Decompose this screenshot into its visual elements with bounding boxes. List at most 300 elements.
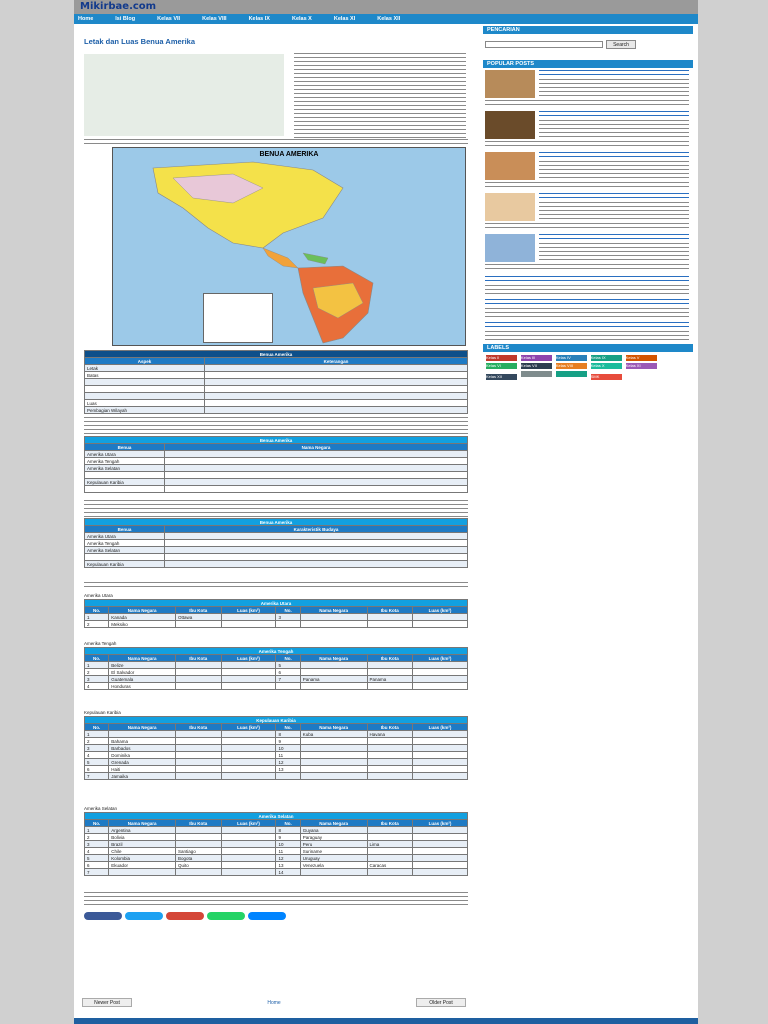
table-cell: 2 [85,621,109,628]
table-header: Karakteristik Budaya [165,526,468,533]
table-label: Kepulauan Karibia [84,710,121,715]
table-header: Luas (km²) [413,820,468,827]
table-header: Luas (km²) [221,607,276,614]
newer-post-button[interactable]: Newer Post [82,998,132,1007]
table-row [85,683,468,690]
table-header: Luas (km²) [413,607,468,614]
table-cell: 4 [85,752,109,759]
popular-post-item[interactable] [483,297,693,319]
site-footer [74,1018,698,1024]
table-row [85,745,468,752]
america-map [112,147,466,346]
table-cell: 8 [276,731,300,738]
table-row [85,479,468,486]
table-cell [300,621,367,628]
post-meta [84,46,324,51]
table-header: Nama Negara [300,607,367,614]
table-cell: Kanada [109,614,176,621]
table-label: Amerika Tengah [84,641,117,646]
table-cell: Luas [85,400,205,407]
table-cell: El Salvador [109,669,176,676]
table-header: No. [276,820,300,827]
post-title-link[interactable] [539,110,689,118]
table-cell: Jamaika [109,773,176,780]
post-thumbnail[interactable] [485,70,535,98]
table-row [85,614,468,621]
table-cell: 11 [276,848,300,855]
post-comment-heading [84,953,204,959]
table-cell [165,486,468,493]
post-snippet [485,181,689,187]
table-header: Ibu Kota [367,655,413,662]
label-kelas-vii[interactable]: Kelas VII [521,363,552,369]
table-cell [413,848,468,855]
share-facebook-button[interactable] [84,912,122,920]
table-cell: Ottawa [176,614,222,621]
table-cell [367,669,413,676]
table-cell: Venezuela [300,862,367,869]
table-cell: Pembagian Wilayah [85,407,205,414]
table-cell: 12 [276,855,300,862]
table-header: Ibu Kota [367,724,413,731]
table-header: Ibu Kota [176,607,222,614]
table-cell: Peru [300,841,367,848]
table-cell: 13 [276,766,300,773]
post-title-link[interactable] [485,298,689,306]
table-header: Nama Negara [300,820,367,827]
table-cell [176,683,222,690]
comment-note [84,963,244,968]
table-cell [367,683,413,690]
map-drawing [113,148,466,346]
table-cell [85,393,205,400]
table-header: Benua [85,444,165,451]
post-snippet [539,201,689,221]
nav-isi-blog[interactable]: Isi Blog [115,16,136,22]
post-labels[interactable] [84,926,204,932]
table-cell [367,621,413,628]
share-whatsapp-button[interactable] [207,912,245,920]
table-cell: 7 [276,676,300,683]
table-header: Aspek [85,358,205,365]
search-button[interactable]: Search [606,40,636,49]
table-cell: Kepulauan Karibia [85,561,165,568]
table-cell: Santiago [176,848,222,855]
sidebar [483,26,693,383]
table-header: Nama Negara [165,444,468,451]
table-cell [205,372,468,379]
table-row [85,465,468,472]
nav-kelas-viii[interactable]: Kelas VIII [202,16,227,22]
table-cell [413,745,468,752]
table-cell: 3 [85,841,109,848]
table-cell [165,533,468,540]
table-cell: 5 [85,759,109,766]
table-cell [176,827,222,834]
table-header: No. [276,655,300,662]
table-cell [221,759,276,766]
table-row [85,372,468,379]
table-header: Ibu Kota [176,655,222,662]
table-cell [367,766,413,773]
home-link[interactable]: Home [267,999,281,1006]
table-cell [221,731,276,738]
table-negara [84,436,468,493]
post-snippet [539,160,689,180]
table-kepulauan-karibia [84,716,468,780]
table-cell [367,752,413,759]
nav-kelas-vii[interactable]: Kelas VII [157,16,181,22]
table-cell [413,841,468,848]
table-cell [367,834,413,841]
table-cell: Dominika [109,752,176,759]
post-snippet [485,330,689,340]
table-cell [221,676,276,683]
table-cell [221,848,276,855]
site-header [74,0,698,14]
label-kelas-v[interactable]: Kelas V [626,355,657,361]
table-cell [221,773,276,780]
post-pager [78,998,468,1008]
label-tag[interactable] [521,371,552,377]
table-cell [300,766,367,773]
table-cell [205,400,468,407]
table-cell: Quito [176,862,222,869]
table-cell [176,752,222,759]
post-thumbnail[interactable] [485,193,535,221]
table-cell [367,745,413,752]
table-cell [413,834,468,841]
label-kelas-vi[interactable]: Kelas VI [486,363,517,369]
table-cell [165,451,468,458]
search-input[interactable] [485,41,603,48]
table-cell [205,407,468,414]
label-kelas-viii[interactable]: Kelas VIII [556,363,587,369]
table-cell [165,479,468,486]
table-cell [221,752,276,759]
table-cell: Panama [367,676,413,683]
table-cell [176,662,222,669]
table-cell: Letak [85,365,205,372]
table-cell: Ekuador [109,862,176,869]
table-header: No. [276,607,300,614]
table-cell [205,386,468,393]
intro-paragraph [84,138,468,146]
post-snippet [539,119,689,139]
label-kelas-ii[interactable]: Kelas II [486,355,517,361]
share-twitter-button[interactable] [125,912,163,920]
popular-post-item[interactable] [483,191,693,231]
table-header: Nama Negara [109,724,176,731]
table-header: Benua [85,526,165,533]
table-cell [165,465,468,472]
table-cell [413,766,468,773]
table-row [85,561,468,568]
table-cell [165,472,468,479]
table-header: Nama Negara [109,607,176,614]
table-cell: Barbados [109,745,176,752]
table-cell: 9 [276,738,300,745]
table-cell: Honduras [109,683,176,690]
table-cell [300,759,367,766]
table-row [85,731,468,738]
table-cell [176,773,222,780]
table-row [85,621,468,628]
table-cell [176,745,222,752]
table-row [85,752,468,759]
post-snippet [485,284,689,294]
table-row [85,365,468,372]
country-intro-paragraph [84,581,468,590]
table-cell [221,683,276,690]
popular-post-item[interactable] [483,232,693,272]
table-label: Amerika Selatan [84,806,118,811]
older-post-button[interactable]: Older Post [416,998,466,1007]
table-row [85,386,468,393]
table-cell [165,554,468,561]
post-snippet [485,140,689,146]
label-smk[interactable]: SMK [591,374,622,380]
table-cell [85,386,205,393]
post-snippet [485,222,689,228]
table-cell: 7 [85,869,109,876]
table-cell [176,676,222,683]
table-cell: Suriname [300,848,367,855]
table-cell: Bolivia [109,834,176,841]
nav-kelas-x[interactable]: Kelas X [291,16,312,22]
table-caption: Benua Amerika [85,519,468,526]
table-cell [367,827,413,834]
table-cell: Batas [85,372,205,379]
table-header: No. [276,724,300,731]
table-cell [413,827,468,834]
table-cell: Grenada [109,759,176,766]
table-cell: Paraguay [300,834,367,841]
table-cell [413,614,468,621]
table-cell: 2 [85,834,109,841]
intro-image [84,54,284,136]
table-cell: Amerika Tengah [85,458,165,465]
table-row [85,540,468,547]
table-header: Nama Negara [109,820,176,827]
table-cell [221,745,276,752]
table-cell [221,841,276,848]
post-title-link[interactable] [539,151,689,159]
table-cell: 13 [276,862,300,869]
search-widget [483,38,693,54]
table-cell: 3 [85,745,109,752]
table-cell [300,683,367,690]
table-cell: 3 [276,614,300,621]
table-header: No. [85,607,109,614]
table-cell [221,621,276,628]
table-cell [300,773,367,780]
label-kelas-iii[interactable]: Kelas III [521,355,552,361]
table-cell [300,614,367,621]
label-kelas-iv[interactable]: Kelas IV [556,355,587,361]
table-row [85,855,468,862]
culture-paragraph [84,499,468,517]
nav-kelas-ix[interactable]: Kelas IX [248,16,270,22]
table-amerika-tengah [84,647,468,690]
table-cell [413,621,468,628]
table-cell: Amerika Selatan [85,465,165,472]
table-cell [300,752,367,759]
table-cell: 1 [85,827,109,834]
table-cell [367,848,413,855]
table-cell [367,738,413,745]
label-kelas-xii[interactable]: Kelas XII [486,374,517,380]
table-caption: Amerika Selatan [85,813,468,820]
nav-kelas-xii[interactable]: Kelas XII [377,16,401,22]
table-row [85,472,468,479]
post-title-link[interactable] [485,275,689,283]
table-cell: Belize [109,662,176,669]
table-header: Ibu Kota [367,607,413,614]
table-cell: 6 [85,862,109,869]
table-cell [221,766,276,773]
table-cell [367,614,413,621]
table-cell: Amerika Utara [85,451,165,458]
table-row [85,393,468,400]
table-cell: Lima [367,841,413,848]
table-cell: 6 [276,669,300,676]
table-row [85,766,468,773]
table-cell: 10 [276,841,300,848]
share-buttons [84,912,289,920]
table-cell: 1 [85,731,109,738]
table-cell [367,759,413,766]
post-thumbnail[interactable] [485,234,535,262]
table-row [85,662,468,669]
table-row [85,400,468,407]
map-title: BENUA AMERIKA [259,151,319,158]
table-cell [176,669,222,676]
table-cell [221,669,276,676]
table-cell: 11 [276,752,300,759]
table-cell [85,379,205,386]
popular-post-item[interactable] [483,320,693,342]
table-cell [221,662,276,669]
popular-post-item[interactable] [483,150,693,190]
table-cell [176,834,222,841]
table-cell: Chile [109,848,176,855]
table-cell: 5 [276,662,300,669]
table-cell: Guyana [300,827,367,834]
table-cell [85,554,165,561]
table-benua-amerika [84,350,468,414]
popular-post-item[interactable] [483,68,693,108]
table-cell: 5 [85,855,109,862]
nav-home[interactable]: Home [78,16,94,22]
label-kelas-x[interactable]: Kelas X [591,363,622,369]
table-amerika-utara [84,599,468,628]
table-cell: Amerika Tengah [85,540,165,547]
table-cell [176,759,222,766]
label-kelas-xi[interactable]: Kelas XI [626,363,657,369]
table-cell: 10 [276,745,300,752]
table-cell [85,472,165,479]
table-cell: Havana [367,731,413,738]
table-cell [413,731,468,738]
table-row [85,458,468,465]
label-kelas-ix[interactable]: Kelas IX [591,355,622,361]
table-cell [367,855,413,862]
table-cell [367,773,413,780]
breadcrumb[interactable] [84,31,284,36]
post-thumbnail[interactable] [485,111,535,139]
table-header: Luas (km²) [413,655,468,662]
label-tag[interactable] [556,371,587,377]
table-cell: 1 [85,662,109,669]
table-cell [221,827,276,834]
share-messenger-button[interactable] [248,912,286,920]
table-header: Nama Negara [300,655,367,662]
table-cell: Panama [300,676,367,683]
share-email-button[interactable] [166,912,204,920]
table-cell: Bahama [109,738,176,745]
post-title-link[interactable] [539,233,689,241]
nav-kelas-xi[interactable]: Kelas XI [333,16,356,22]
post-title-link[interactable] [485,321,689,329]
table-cell: Bogota [176,855,222,862]
table-cell [413,752,468,759]
map-legend [203,293,273,343]
table-row [85,676,468,683]
table-cell [165,458,468,465]
intro-text-block [294,52,466,150]
table-budaya [84,518,468,568]
table-cell [276,683,300,690]
post-title-link[interactable] [539,192,689,200]
popular-posts-text-only [483,274,693,344]
table-cell: 4 [85,848,109,855]
table-header: Keterangan [205,358,468,365]
table-cell: 8 [276,827,300,834]
site-logo[interactable]: Mikirbae.com [80,1,157,12]
table-row [85,379,468,386]
post-title[interactable]: Letak dan Luas Benua Amerika [84,37,196,46]
table-cell: 14 [276,869,300,876]
post-title-link[interactable] [539,69,689,77]
table-caption: Amerika Tengah [85,648,468,655]
table-header: No. [85,655,109,662]
table-cell [413,862,468,869]
table-cell [176,731,222,738]
table-cell [413,759,468,766]
table-cell: Uruguay [300,855,367,862]
table-header: Luas (km²) [221,724,276,731]
table-cell [176,621,222,628]
table-cell [276,773,300,780]
main-nav [74,14,698,24]
table-row [85,486,468,493]
table-caption: Benua Amerika [85,437,468,444]
table-cell [413,683,468,690]
popular-post-item[interactable] [483,274,693,296]
table-label: Amerika Utara [84,593,113,598]
table-caption: Kepulauan Karibia [85,717,468,724]
popular-post-item[interactable] [483,109,693,149]
post-thumbnail[interactable] [485,152,535,180]
table-row [85,533,468,540]
table-row [85,759,468,766]
comments-count [84,941,204,947]
table-cell [205,365,468,372]
table-cell: Haiti [109,766,176,773]
table-row [85,554,468,561]
table-cell: Kolombia [109,855,176,862]
